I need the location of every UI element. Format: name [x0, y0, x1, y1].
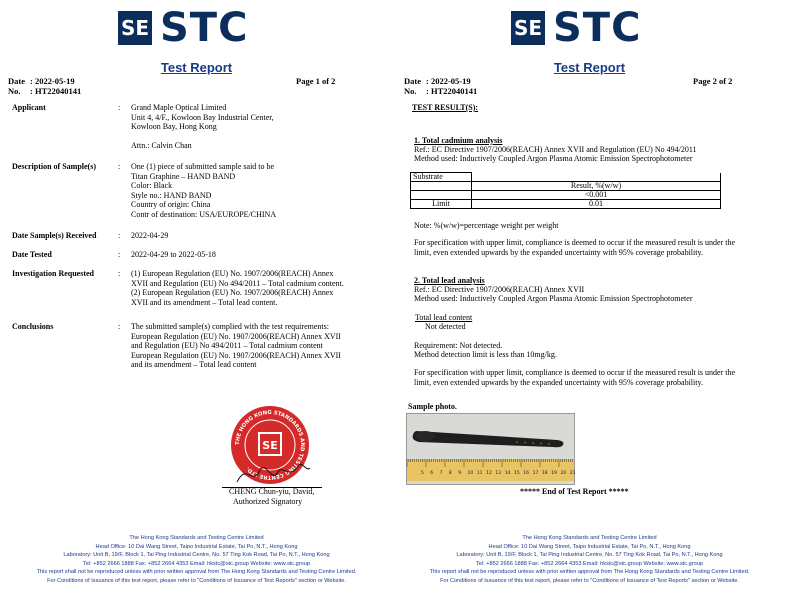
lead-content-label: Total lead content [415, 313, 473, 322]
page2-footer: The Hong Kong Standards and Testing Centre Limited Head Office: 10 Dai Wang Street, Taipo Industrial Estate, Tai Po, N.T., Hong Kong Laboratory: Unit B, 19/F, Block 1, Tai Ping Industrial Centre, No. 57 Ting Kok Road, Tai Po, N.T., Hong Kong Tel: +852 2666 1888 Fax: +852 2664 4353 Email: hkstc@stc.group Website: www.stc.group This report shall not be reproduced unless with prior written approval from The Hong Kong Standards and Testing Centre Limited. For Conditions of Issuance of this test report, please refer to "Conditions of Issuance of Test Reports" section or Website. [429, 535, 750, 584]
lead-method: Method used: Inductively Coupled Argon Plasma Atomic Emission Spectrophotometer [414, 294, 693, 303]
conclusions-details: The submitted sample(s) complied with the test requirements: European Regulation (EU) No. 1907/2006(REACH) Annex XVII and Regulation (EU) No 494/2011 – Total cadmium content European Regulation (EU) No. 1907/2006(REACH) Annex XVII and its amendment – Total lead content [131, 322, 341, 369]
tested-label: Date Tested [12, 250, 52, 259]
date-value: : 2022-05-19 [30, 76, 75, 86]
ruler-number: 12 [486, 471, 492, 476]
applicant-label: Applicant [12, 103, 46, 112]
cadmium-reference: Ref.: EC Directive 1907/2006(REACH) Annex XVII and Regulation (EU) No 494/2011 [414, 145, 697, 154]
report-title: Test Report [553, 60, 626, 75]
page1-footer: The Hong Kong Standards and Testing Centre Limited Head Office: 10 Dai Wang Street, Taipo Industrial Estate, Tai Po, N.T., Hong Kong Laboratory: Unit B, 19/F, Block 1, Tai Ping Industrial Centre, No. 57 Ting Kok Road, Tai Po, N.T., Hong Kong Tel: +852 2666 1888 Fax: +852 2664 4353 Email: hkstc@stc.group Website: www.stc.group This report shall not be reproduced unless with prior written approval from The Hong Kong Standards and Testing Centre Limited. For Conditions of Issuance of this test report, please refer to "Conditions of Issuance of Test Reports" section or Website. [36, 535, 357, 584]
end-of-report: ***** End of Test Report ***** [520, 487, 629, 496]
report-page-2 [393, 0, 786, 600]
ruler-number: 15 [514, 471, 520, 476]
note: Note: %(w/w)=percentage weight per weight [414, 221, 559, 230]
table-cell: 0.01 [472, 200, 721, 209]
table-row [411, 191, 721, 200]
description-details: One (1) piece of submitted sample said to be Titan Graphine – HAND BAND Color: Black Style no.: HAND BAND Country of origin: China Contr of destination: USA/EUROPE/CHINA [131, 162, 277, 219]
specification-note-2: For specification with upper limit, compliance is deemed to occur if the measured result is under the limit, even extended upwards by the expanded uncertainty with 95% coverage probability. [414, 368, 736, 387]
signatory-name: CHENG Chun-yiu, David, [229, 487, 315, 496]
ruler-number: 16 [523, 471, 530, 476]
received-value: 2022-04-29 [131, 231, 169, 240]
lead-reference: Ref.: EC Directive 1907/2006(REACH) Annex XVII [414, 285, 585, 294]
svg-text:THE HONG KONG STANDARDS AND TE: THE HONG KONG STANDARDS AND TESTING CENTRE LTD. [234, 409, 306, 481]
results-heading: TEST RESULT(S): [412, 103, 479, 112]
cadmium-results-table [410, 172, 721, 209]
cadmium-heading: 1. Total cadmium analysis [414, 136, 503, 145]
report-no-label: No. [8, 86, 21, 96]
requirement: Requirement: Not detected. [414, 341, 503, 350]
conclusions-label: Conclusions [12, 322, 54, 331]
received-label: Date Sample(s) Received [12, 231, 97, 240]
lead-heading: 2. Total lead analysis [414, 276, 485, 285]
ruler-number: 18 [541, 471, 548, 476]
table-row [411, 200, 721, 209]
signature-icon [232, 452, 312, 492]
date-value: : 2022-05-19 [426, 76, 471, 86]
table-row [411, 173, 721, 182]
table-cell: <0.001 [472, 191, 721, 200]
page-number: Page 2 of 2 [693, 76, 733, 86]
specification-note-1: For specification with upper limit, compliance is deemed to occur if the measured result is under the limit, even extended upwards by the expanded uncertainty with 95% coverage probability. [414, 238, 736, 257]
stc-logo-text: STC [553, 5, 642, 51]
date-label: Date [8, 76, 25, 86]
tested-value: 2022-04-29 to 2022-05-18 [131, 250, 216, 259]
detection-limit: Method detection limit is less than 10mg/kg. [414, 350, 557, 359]
sample-photo [406, 413, 575, 485]
table-cell: Result, %(w/w) [472, 182, 721, 191]
report-no-label: No. [404, 86, 417, 96]
stc-logo-text: STC [160, 5, 249, 51]
report-title: Test Report [160, 60, 233, 75]
stc-logo [393, 5, 786, 51]
ruler-number: 9 [458, 471, 462, 476]
ruler-number: 21 [569, 471, 576, 476]
table-cell: Limit [411, 200, 472, 209]
ruler-number: 17 [532, 471, 539, 476]
table-cell: Substrate [411, 173, 472, 182]
report-page-1: SE STC Test Report Date : 2022-05-19 No. : HT22040141 Page 1 of 2 Applicant : Grand Maple Optical Limited Unit 4, 4/F., Kowloon Bay Industrial Center, Kowloon Bay, Hong Kong Attn.: Calvin Chan Description of Sample(s) : One (1) piece of submitted sample said to be Titan Graphine – HAND BAND Color: Black Style no.: HAND BAND Country of origin: China Contr of destination: USA/EUROPE/CHINA Date Sample(s) Received : 2022-04-29 Date Tested : 2022-04-29 to 2022-05-18 Investigation Requested : (1) European Regulation (EU) No. 1907/2006(REACH) Annex XVII and Regulation (EU) No 494/2011 – Total cadmium content. (2) European Regulation (EU) No. 1907/2006(REACH) Annex XVII and its amendment – Total lead content. Conclusions : The submitted sample(s) complied with the test requirements: European Regulation (EU) No. 1907/2006(REACH) Annex XVII and Regulation (EU) No 494/2011 – Total cadmium content European Regulation (EU) No. 1907/2006(REACH) Annex XVII and its amendment – Total lead content THE HONG KONG STANDARDS AND TESTING CENTRE LTD. SE CHENG Chun-yiu, David, Authorized Signatory The Hong Kong Standards and Testing Centre Limited Head Office: 10 Dai Wang Street, Taipo Industrial Estate, Tai Po, N.T., Hong Kong Laboratory: Unit B, 19/F, Block 1, Tai Ping Industrial Centre, No. 57 Ting Kok Road, Tai Po, N.T., Hong Kong Tel: +852 2666 1888 Fax: +852 2664 4353 Email: hkstc@stc.group Website: www.stc.group This report shall not be reproduced unless with prior written approval from The Hong Kong Standards and Testing Centre Limited. For Conditions of Issuance of this test report, please refer to "Conditions of Issuance of Test Reports" section or Website. [0, 0, 393, 600]
ruler-number: 6 [430, 471, 434, 476]
report-no-value: : HT22040141 [30, 86, 82, 96]
stc-logo-icon: SE [511, 11, 545, 45]
investigation-label: Investigation Requested [12, 269, 95, 278]
ruler-number: 11 [476, 471, 483, 476]
description-label: Description of Sample(s) [12, 162, 96, 171]
sample-photo-label: Sample photo. [408, 402, 457, 411]
stc-logo [0, 5, 393, 51]
hand-band-image [407, 414, 574, 484]
ruler-number: 10 [467, 471, 474, 476]
table-row [411, 182, 721, 191]
lead-content-value: Not detected [425, 322, 466, 331]
ruler-number: 5 [421, 471, 424, 476]
ruler-number: 20 [560, 471, 567, 476]
ruler-number: 7 [439, 471, 443, 476]
svg-text:SE: SE [262, 439, 278, 452]
ruler-number: 14 [504, 471, 511, 476]
ruler-number: 13 [495, 471, 502, 476]
signatory-title: Authorized Signatory [233, 497, 303, 506]
page-number: Page 1 of 2 [296, 76, 336, 86]
report-no-value: : HT22040141 [426, 86, 478, 96]
cadmium-method: Method used: Inductively Coupled Argon Plasma Atomic Emission Spectrophotometer [414, 154, 693, 163]
ruler-number: 8 [448, 471, 452, 476]
ruler-number: 19 [551, 471, 557, 476]
date-label: Date [404, 76, 421, 86]
investigation-details: (1) European Regulation (EU) No. 1907/2006(REACH) Annex XVII and Regulation (EU) No 494/2011 – Total cadmium content. (2) European Regulation (EU) No. 1907/2006(REACH) Annex XVII and its amendment – Total lead content. [131, 269, 344, 307]
applicant-details: Grand Maple Optical Limited Unit 4, 4/F., Kowloon Bay Industrial Center, Kowloon Bay, Hong Kong Attn.: Calvin Chan [131, 103, 274, 150]
stc-logo-icon: SE [118, 11, 152, 45]
